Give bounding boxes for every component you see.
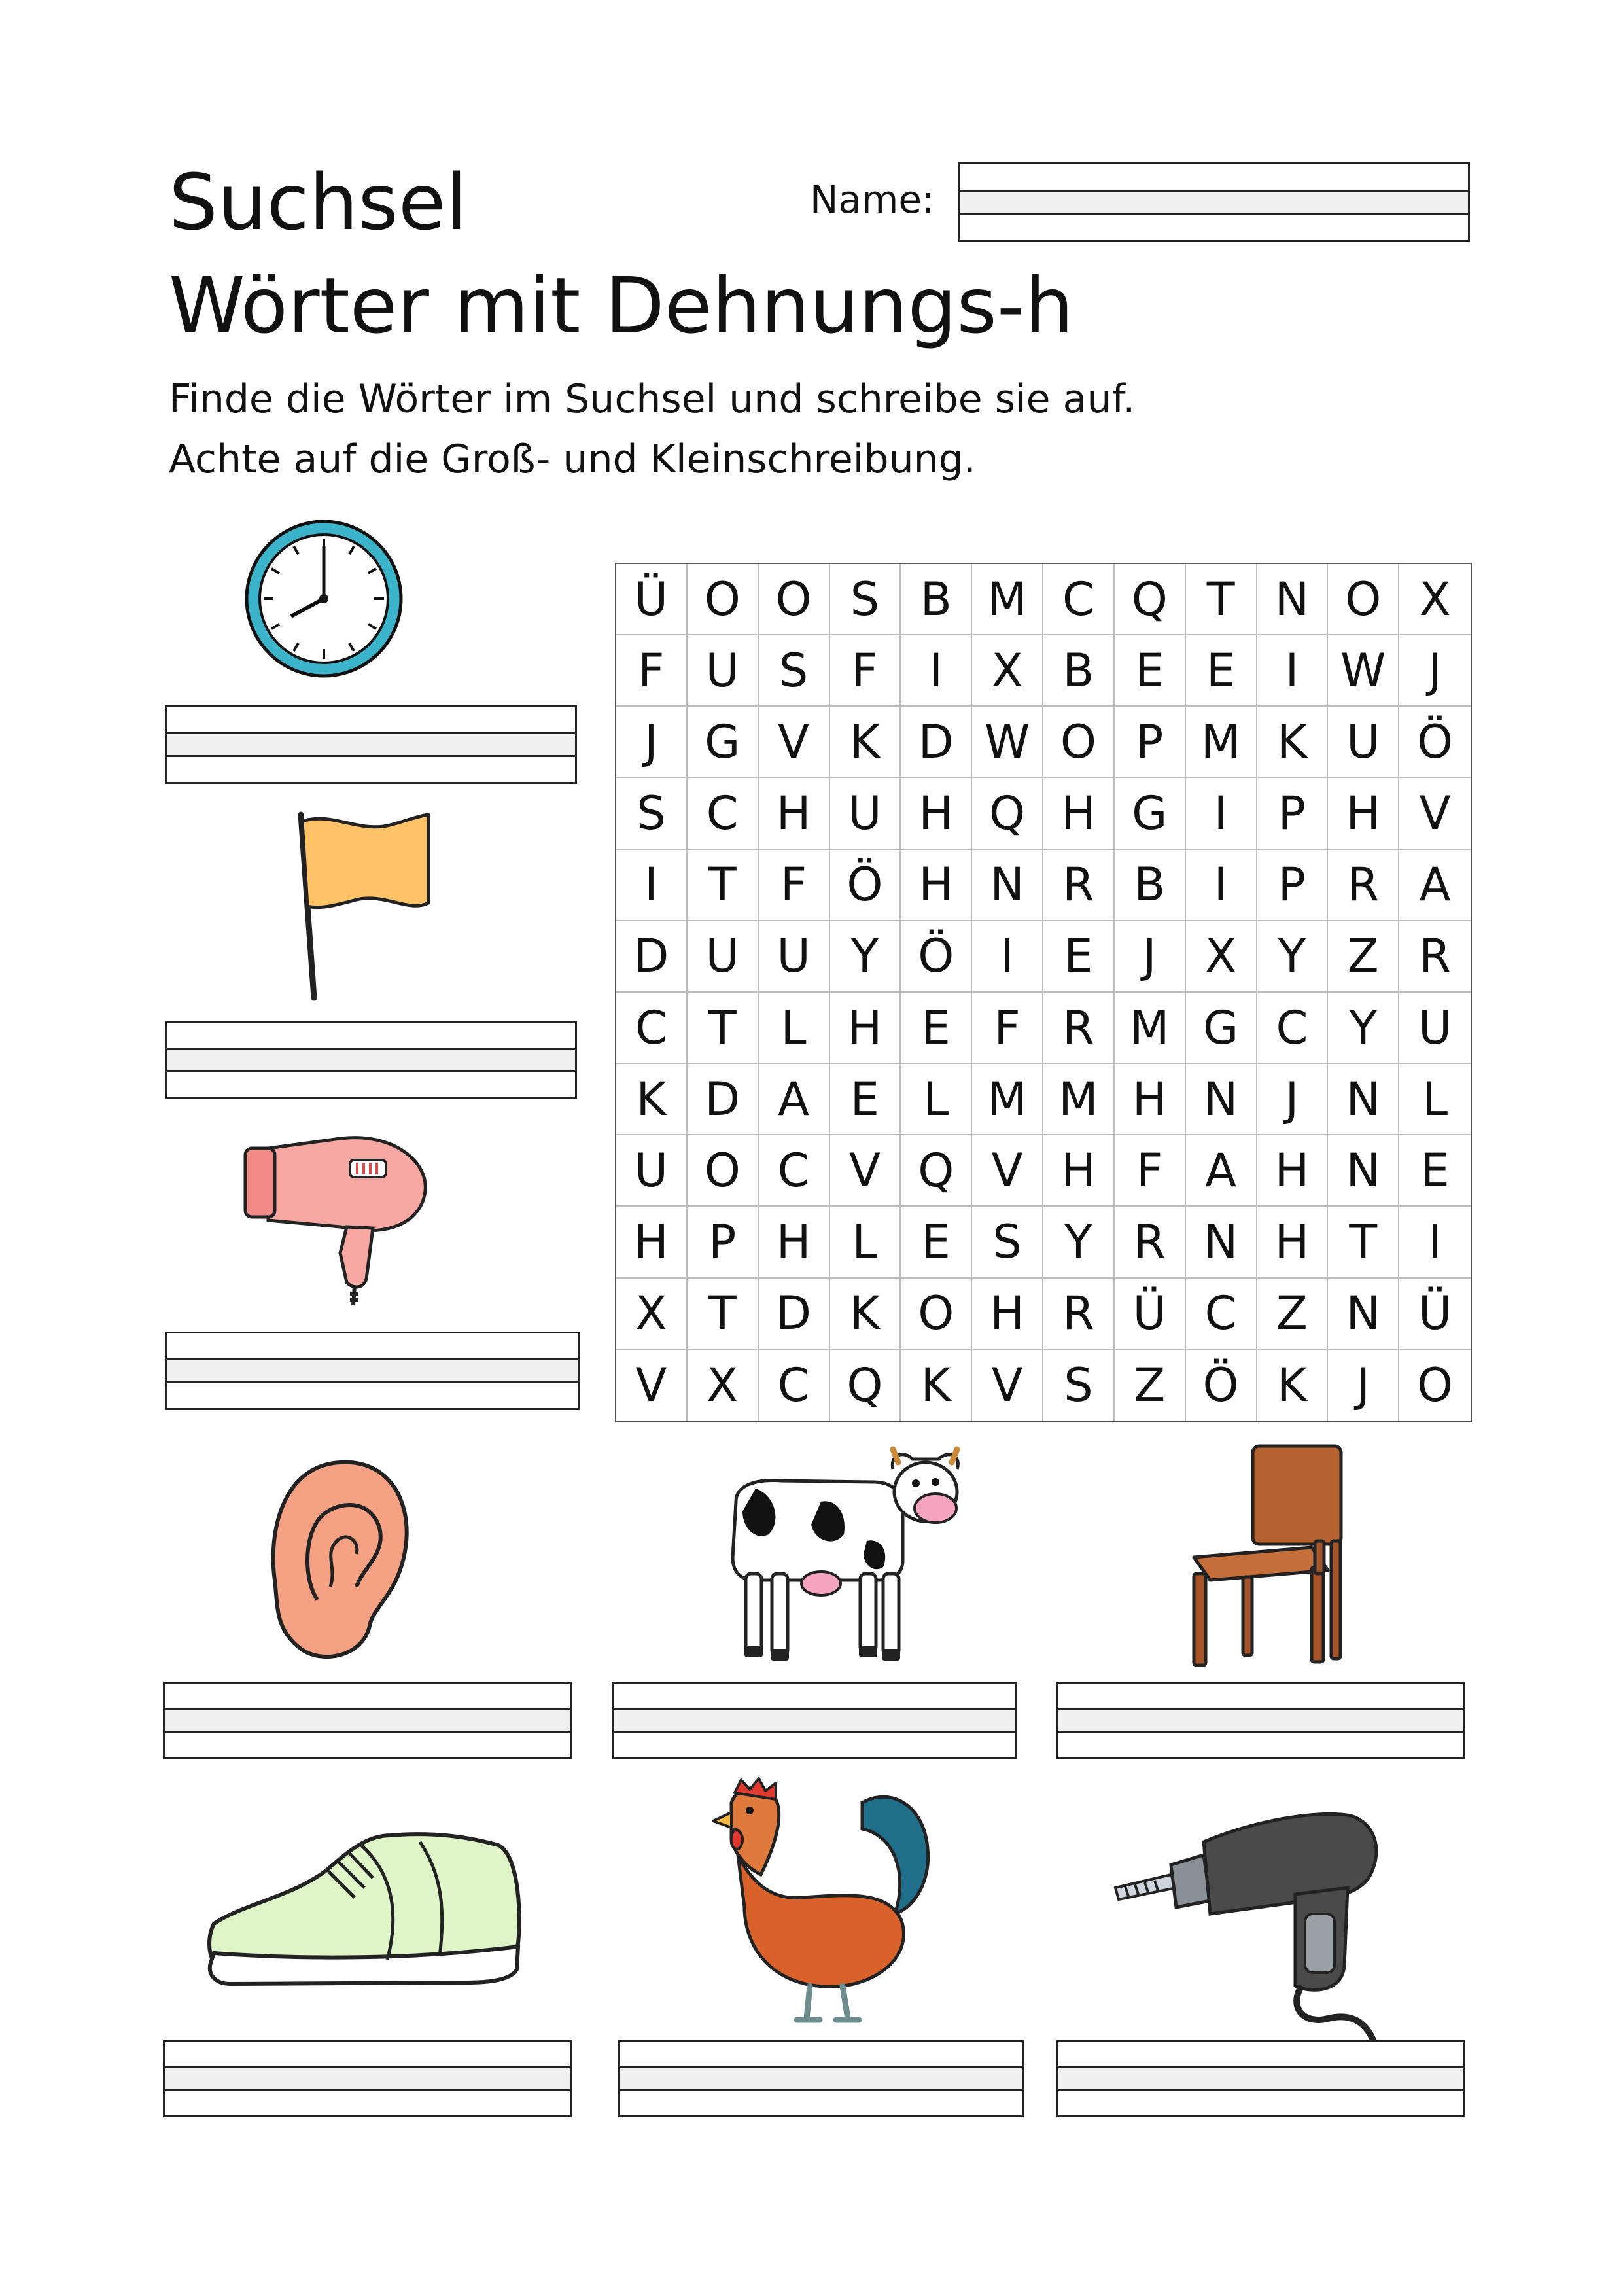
grid-cell[interactable]: E — [901, 993, 972, 1064]
flag-icon — [288, 808, 438, 1004]
grid-cell[interactable]: N — [1328, 1279, 1399, 1350]
answer-line-hairdryer[interactable] — [165, 1332, 580, 1410]
grid-cell[interactable]: M — [1186, 707, 1257, 778]
grid-cell[interactable]: M — [972, 1064, 1043, 1135]
grid-cell[interactable]: S — [830, 564, 901, 635]
answer-line-clock[interactable] — [165, 705, 577, 784]
hairdryer-icon — [242, 1122, 432, 1318]
grid-cell[interactable]: P — [688, 1207, 759, 1278]
grid-cell[interactable]: H — [830, 993, 901, 1064]
drill-icon — [1106, 1790, 1393, 2045]
clock-icon — [242, 517, 406, 680]
grid-cell[interactable]: T — [688, 1279, 759, 1350]
chair-icon — [1181, 1443, 1344, 1669]
grid-cell[interactable]: J — [616, 707, 688, 778]
grid-cell[interactable]: B — [1115, 850, 1186, 921]
grid-cell[interactable]: Q — [1115, 564, 1186, 635]
worksheet-subtitle: Wörter mit Dehnungs-h — [169, 260, 1074, 351]
grid-cell[interactable]: I — [901, 635, 972, 707]
grid-cell[interactable]: D — [616, 921, 688, 993]
answer-line-ear[interactable] — [163, 1682, 572, 1759]
grid-cell[interactable]: F — [972, 993, 1043, 1064]
answer-line-shoe[interactable] — [163, 2040, 572, 2117]
grid-cell[interactable]: N — [1186, 1207, 1257, 1278]
grid-cell[interactable]: G — [1115, 778, 1186, 849]
grid-cell[interactable]: Z — [1115, 1350, 1186, 1421]
grid-cell[interactable]: M — [1043, 1064, 1115, 1135]
grid-cell[interactable]: A — [759, 1064, 830, 1135]
grid-cell[interactable]: P — [1257, 850, 1329, 921]
grid-cell[interactable]: F — [759, 850, 830, 921]
grid-cell[interactable]: H — [759, 1207, 830, 1278]
grid-cell[interactable]: J — [1328, 1350, 1399, 1421]
grid-cell[interactable]: H — [901, 850, 972, 921]
grid-cell[interactable]: X — [972, 635, 1043, 707]
grid-cell[interactable]: B — [1043, 635, 1115, 707]
grid-cell[interactable]: N — [1328, 1135, 1399, 1207]
grid-cell[interactable]: T — [1328, 1207, 1399, 1278]
grid-cell[interactable]: H — [1043, 1135, 1115, 1207]
grid-cell[interactable]: A — [1399, 850, 1471, 921]
grid-cell[interactable]: H — [1257, 1135, 1329, 1207]
grid-cell[interactable]: H — [1115, 1064, 1186, 1135]
grid-cell[interactable]: R — [1399, 921, 1471, 993]
grid-cell[interactable]: C — [1043, 564, 1115, 635]
grid-cell[interactable]: H — [972, 1279, 1043, 1350]
grid-cell[interactable]: F — [616, 635, 688, 707]
grid-cell[interactable]: V — [972, 1350, 1043, 1421]
name-writing-line[interactable] — [958, 162, 1470, 242]
grid-cell[interactable]: H — [1257, 1207, 1329, 1278]
grid-cell[interactable]: H — [901, 778, 972, 849]
grid-cell[interactable]: R — [1043, 1279, 1115, 1350]
grid-cell[interactable]: E — [1115, 635, 1186, 707]
grid-cell[interactable]: K — [616, 1064, 688, 1135]
grid-cell[interactable]: O — [901, 1279, 972, 1350]
grid-cell[interactable]: T — [688, 993, 759, 1064]
grid-cell[interactable]: P — [1115, 707, 1186, 778]
grid-cell[interactable]: L — [830, 1207, 901, 1278]
grid-cell[interactable]: U — [759, 921, 830, 993]
grid-cell[interactable]: F — [1115, 1135, 1186, 1207]
grid-cell[interactable]: E — [901, 1207, 972, 1278]
grid-cell[interactable]: R — [1328, 850, 1399, 921]
grid-cell[interactable]: F — [830, 635, 901, 707]
grid-cell[interactable]: U — [616, 1135, 688, 1207]
rooster-icon — [699, 1776, 934, 2028]
grid-cell[interactable]: L — [1399, 1064, 1471, 1135]
grid-cell[interactable]: S — [616, 778, 688, 849]
name-label: Name: — [810, 177, 935, 222]
grid-cell[interactable]: K — [1257, 1350, 1329, 1421]
grid-cell[interactable]: C — [759, 1350, 830, 1421]
grid-cell[interactable]: Ü — [616, 564, 688, 635]
grid-cell[interactable]: Z — [1257, 1279, 1329, 1350]
grid-cell[interactable]: O — [1328, 564, 1399, 635]
grid-cell[interactable]: I — [972, 921, 1043, 993]
ear-icon — [265, 1456, 415, 1665]
grid-cell[interactable]: E — [1043, 921, 1115, 993]
grid-cell[interactable]: N — [1257, 564, 1329, 635]
grid-cell[interactable]: N — [1328, 1064, 1399, 1135]
grid-cell[interactable]: U — [1399, 993, 1471, 1064]
instruction-line-2: Achte auf die Groß- und Kleinschreibung. — [169, 436, 976, 482]
grid-cell[interactable]: Y — [1328, 993, 1399, 1064]
grid-cell[interactable]: I — [1257, 635, 1329, 707]
shoe-icon — [204, 1826, 525, 1989]
grid-cell[interactable]: Z — [1328, 921, 1399, 993]
grid-cell[interactable]: M — [1115, 993, 1186, 1064]
grid-cell[interactable]: W — [1328, 635, 1399, 707]
grid-cell[interactable]: S — [1043, 1350, 1115, 1421]
grid-cell[interactable]: H — [759, 778, 830, 849]
grid-cell[interactable]: I — [1399, 1207, 1471, 1278]
grid-cell[interactable]: X — [1399, 564, 1471, 635]
grid-cell[interactable]: U — [1328, 707, 1399, 778]
grid-cell[interactable]: K — [901, 1350, 972, 1421]
grid-cell[interactable]: C — [688, 778, 759, 849]
grid-cell[interactable]: B — [901, 564, 972, 635]
instruction-line-1: Finde die Wörter im Suchsel und schreibe sie auf. — [169, 376, 1136, 422]
grid-cell[interactable]: Q — [830, 1350, 901, 1421]
grid-cell[interactable]: D — [759, 1279, 830, 1350]
grid-cell[interactable]: H — [616, 1207, 688, 1278]
grid-cell[interactable]: V — [972, 1135, 1043, 1207]
grid-cell[interactable]: G — [1186, 993, 1257, 1064]
answer-line-drill[interactable] — [1056, 2040, 1465, 2117]
grid-cell[interactable]: V — [616, 1350, 688, 1421]
answer-line-flag[interactable] — [165, 1021, 577, 1099]
grid-cell[interactable]: V — [1399, 778, 1471, 849]
grid-cell[interactable]: E — [1399, 1135, 1471, 1207]
grid-cell[interactable]: Y — [1257, 921, 1329, 993]
grid-cell[interactable]: E — [1186, 635, 1257, 707]
word-search-grid[interactable] — [615, 563, 1472, 1422]
grid-cell[interactable]: U — [688, 921, 759, 993]
grid-cell[interactable]: I — [616, 850, 688, 921]
grid-cell[interactable]: X — [1186, 921, 1257, 993]
grid-cell[interactable]: X — [688, 1350, 759, 1421]
grid-cell[interactable]: R — [1115, 1207, 1186, 1278]
grid-cell[interactable]: C — [1186, 1279, 1257, 1350]
grid-cell[interactable]: P — [1257, 778, 1329, 849]
grid-cell[interactable]: C — [759, 1135, 830, 1207]
grid-cell[interactable]: Y — [830, 921, 901, 993]
grid-cell[interactable]: R — [1043, 850, 1115, 921]
grid-cell[interactable]: O — [688, 1135, 759, 1207]
grid-cell[interactable]: I — [1186, 778, 1257, 849]
grid-cell[interactable]: Ö — [1186, 1350, 1257, 1421]
grid-cell[interactable]: Q — [972, 778, 1043, 849]
grid-cell[interactable]: H — [1328, 778, 1399, 849]
grid-cell[interactable]: Q — [901, 1135, 972, 1207]
grid-cell[interactable]: S — [972, 1207, 1043, 1278]
grid-cell[interactable]: X — [616, 1279, 688, 1350]
answer-line-cow[interactable] — [612, 1682, 1017, 1759]
grid-cell[interactable]: G — [688, 707, 759, 778]
grid-cell[interactable]: J — [1399, 635, 1471, 707]
grid-cell[interactable]: J — [1257, 1064, 1329, 1135]
grid-cell[interactable]: H — [1043, 778, 1115, 849]
grid-cell[interactable]: A — [1186, 1135, 1257, 1207]
grid-cell[interactable]: C — [1257, 993, 1329, 1064]
grid-cell[interactable]: J — [1115, 921, 1186, 993]
grid-cell[interactable]: C — [616, 993, 688, 1064]
grid-cell[interactable]: Ö — [830, 850, 901, 921]
answer-line-chair[interactable] — [1056, 1682, 1465, 1759]
grid-cell[interactable]: Ö — [901, 921, 972, 993]
grid-cell[interactable]: Ü — [1399, 1279, 1471, 1350]
grid-cell[interactable]: L — [901, 1064, 972, 1135]
grid-cell[interactable]: N — [1186, 1064, 1257, 1135]
grid-cell[interactable]: K — [1257, 707, 1329, 778]
grid-cell[interactable]: L — [759, 993, 830, 1064]
grid-cell[interactable]: Ü — [1115, 1279, 1186, 1350]
grid-cell[interactable]: N — [972, 850, 1043, 921]
grid-cell[interactable]: O — [759, 564, 830, 635]
grid-cell[interactable]: T — [688, 850, 759, 921]
grid-cell[interactable]: O — [1417, 1358, 1454, 1413]
grid-cell[interactable]: K — [830, 1279, 901, 1350]
worksheet-title: Suchsel — [169, 157, 468, 247]
grid-cell[interactable]: V — [759, 707, 830, 778]
grid-cell[interactable]: D — [688, 1064, 759, 1135]
grid-cell[interactable]: D — [901, 707, 972, 778]
grid-cell[interactable]: U — [830, 778, 901, 849]
grid-cell[interactable]: K — [830, 707, 901, 778]
grid-cell[interactable]: W — [972, 707, 1043, 778]
grid-cell[interactable]: S — [759, 635, 830, 707]
grid-cell[interactable]: Y — [1043, 1207, 1115, 1278]
grid-cell[interactable]: R — [1043, 993, 1115, 1064]
grid-cell[interactable]: T — [1186, 564, 1257, 635]
grid-cell[interactable]: O — [1043, 707, 1115, 778]
grid-cell[interactable]: U — [688, 635, 759, 707]
grid-cell[interactable]: E — [830, 1064, 901, 1135]
grid-cell[interactable]: O — [688, 564, 759, 635]
grid-cell[interactable]: Ö — [1399, 707, 1471, 778]
grid-cell[interactable]: M — [972, 564, 1043, 635]
grid-cell[interactable]: I — [1186, 850, 1257, 921]
answer-line-rooster[interactable] — [618, 2040, 1024, 2117]
cow-icon — [716, 1443, 962, 1669]
grid-cell[interactable]: V — [830, 1135, 901, 1207]
